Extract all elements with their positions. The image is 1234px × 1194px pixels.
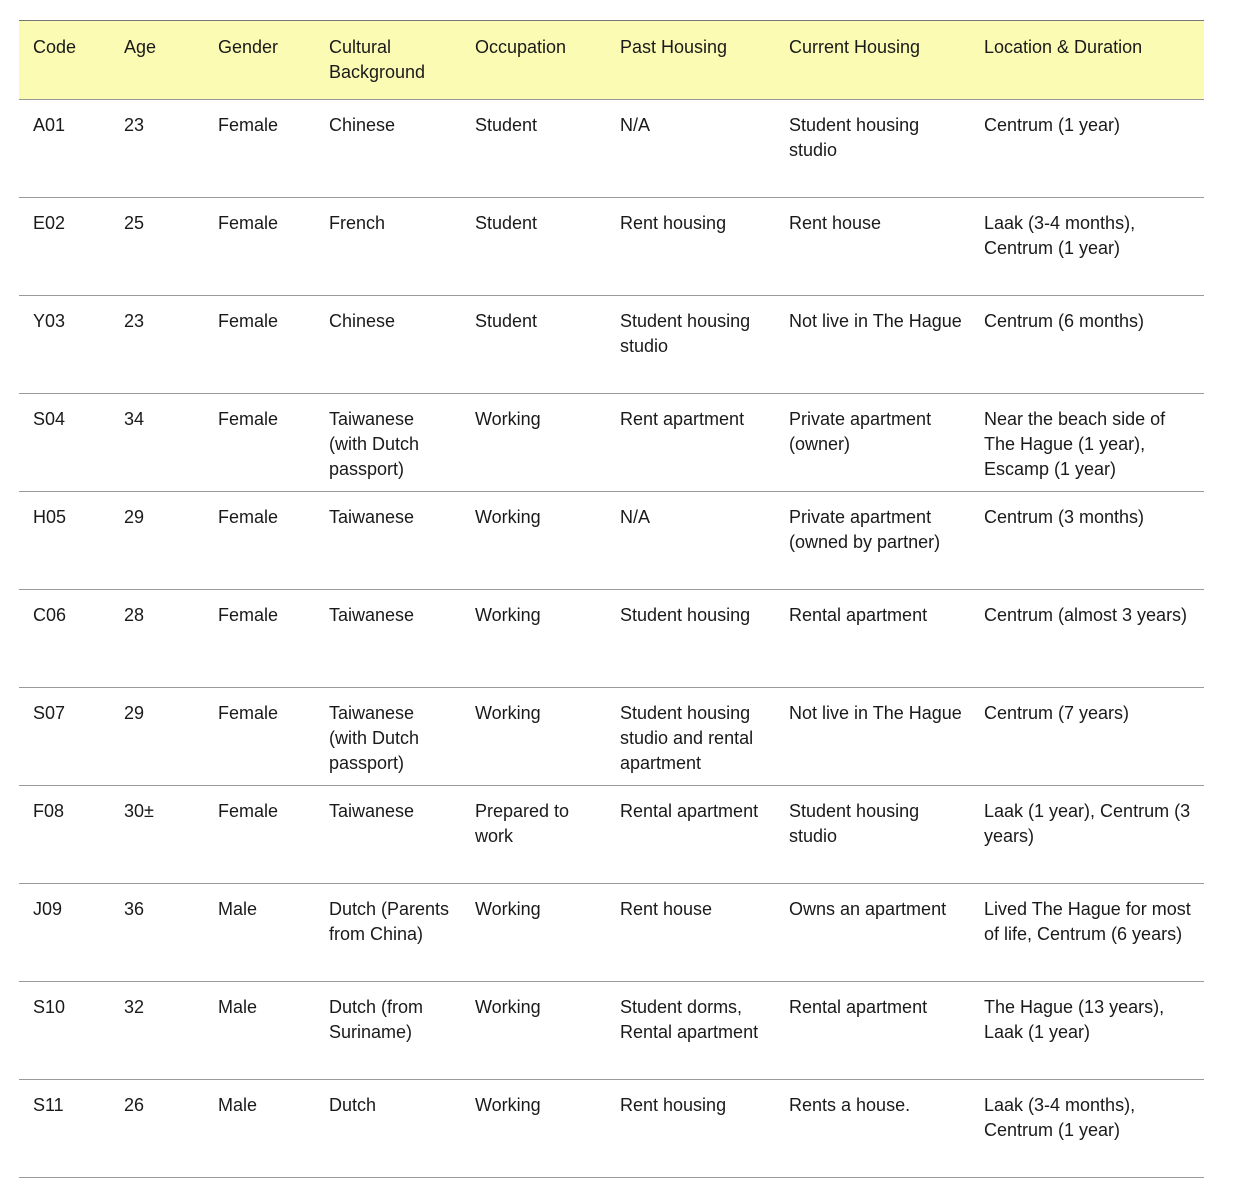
cell-code: A01 xyxy=(33,115,66,135)
cell-occupation: Student xyxy=(475,311,538,331)
cell-past-housing: Student housing xyxy=(620,605,751,625)
cell-location-duration: Centrum (almost 3 years) xyxy=(984,605,1188,625)
cell-past-housing: N/A xyxy=(620,507,651,527)
cell-current-housing: Rental apartment xyxy=(789,605,928,625)
cell-code: Y03 xyxy=(33,311,66,331)
cell-location-duration: Centrum (7 years) xyxy=(984,703,1130,723)
cell-code: F08 xyxy=(33,801,65,821)
cell-occupation: Working xyxy=(475,997,541,1017)
cell-location-duration: Near the beach side of The Hague (1 year), Escamp (1 year) xyxy=(984,409,1166,479)
cell-gender: Male xyxy=(218,997,258,1017)
cell-cultural-background: Dutch (Parents from China) xyxy=(329,899,450,944)
cell-location-duration: Centrum (3 months) xyxy=(984,507,1145,527)
cell-current-housing: Not live in The Hague xyxy=(789,311,962,331)
cell-cultural-background: Taiwanese (with Dutch passport) xyxy=(329,409,420,479)
cell-past-housing: Rental apartment xyxy=(620,801,759,821)
cell-occupation: Working xyxy=(475,409,541,429)
cell-age: 36 xyxy=(124,899,145,919)
header-occupation: Occupation xyxy=(475,37,567,57)
cell-code: C06 xyxy=(33,605,67,625)
header-current-housing: Current Housing xyxy=(789,37,921,57)
cell-location-duration: The Hague (13 years), Laak (1 year) xyxy=(984,997,1165,1042)
cell-cultural-background: Taiwanese xyxy=(329,605,415,625)
table-row xyxy=(19,100,1204,198)
cell-cultural-background: French xyxy=(329,213,386,233)
cell-age: 29 xyxy=(124,703,145,723)
cell-age: 32 xyxy=(124,997,145,1017)
cell-past-housing: Rent apartment xyxy=(620,409,745,429)
cell-past-housing: Rent housing xyxy=(620,1095,727,1115)
cell-past-housing: Student dorms, Rental apartment xyxy=(620,997,759,1042)
cell-current-housing: Owns an apartment xyxy=(789,899,947,919)
cell-occupation: Student xyxy=(475,213,538,233)
table-body xyxy=(19,100,1204,1178)
cell-location-duration: Centrum (6 months) xyxy=(984,311,1145,331)
cell-past-housing: N/A xyxy=(620,115,651,135)
header-row xyxy=(19,21,1204,100)
cell-current-housing: Private apartment (owner) xyxy=(789,409,932,454)
cell-code: H05 xyxy=(33,507,67,527)
cell-past-housing: Student housing studio xyxy=(620,311,751,356)
cell-occupation: Working xyxy=(475,605,541,625)
header-code: Code xyxy=(33,37,77,57)
cell-current-housing: Rental apartment xyxy=(789,997,928,1017)
header-location-duration: Location & Duration xyxy=(984,37,1143,57)
cell-gender: Female xyxy=(218,507,279,527)
cell-gender: Female xyxy=(218,605,279,625)
cell-code: S11 xyxy=(33,1095,64,1115)
cell-gender: Male xyxy=(218,1095,258,1115)
table-row xyxy=(19,394,1204,492)
cell-location-duration: Laak (3-4 months), Centrum (1 year) xyxy=(984,213,1136,258)
table-row xyxy=(19,786,1204,884)
cell-code: S04 xyxy=(33,409,66,429)
cell-gender: Female xyxy=(218,213,279,233)
table-row xyxy=(19,198,1204,296)
cell-occupation: Working xyxy=(475,507,541,527)
cell-past-housing: Rent housing xyxy=(620,213,727,233)
cell-cultural-background: Taiwanese xyxy=(329,801,415,821)
cell-current-housing: Rents a house. xyxy=(789,1095,911,1115)
table-row xyxy=(19,884,1204,982)
table-header xyxy=(19,21,1204,100)
header-gender: Gender xyxy=(218,37,279,57)
header-past-housing: Past Housing xyxy=(620,37,728,57)
cell-current-housing: Student housing studio xyxy=(789,115,920,160)
cell-gender: Female xyxy=(218,409,279,429)
table-row xyxy=(19,590,1204,688)
cell-age: 23 xyxy=(124,115,145,135)
cell-location-duration: Centrum (1 year) xyxy=(984,115,1121,135)
cell-current-housing: Not live in The Hague xyxy=(789,703,962,723)
cell-code: E02 xyxy=(33,213,66,233)
cell-gender: Female xyxy=(218,115,279,135)
cell-age: 23 xyxy=(124,311,145,331)
cell-age: 26 xyxy=(124,1095,145,1115)
cell-code: S10 xyxy=(33,997,66,1017)
cell-past-housing: Rent house xyxy=(620,899,713,919)
table-row xyxy=(19,296,1204,394)
cell-cultural-background: Taiwanese xyxy=(329,507,415,527)
cell-occupation: Student xyxy=(475,115,538,135)
cell-location-duration: Laak (1 year), Centrum (3 years) xyxy=(984,801,1191,846)
header-age: Age xyxy=(124,37,157,57)
cell-occupation: Prepared to work xyxy=(475,801,570,846)
cell-age: 28 xyxy=(124,605,145,625)
participants-table xyxy=(19,20,1204,1178)
cell-code: J09 xyxy=(33,899,63,919)
cell-gender: Male xyxy=(218,899,258,919)
cell-cultural-background: Dutch (from Suriname) xyxy=(329,997,424,1042)
cell-cultural-background: Chinese xyxy=(329,115,396,135)
participants-table-container xyxy=(19,20,1204,1178)
cell-cultural-background: Dutch xyxy=(329,1095,377,1115)
cell-current-housing: Private apartment (owned by partner) xyxy=(789,507,941,552)
cell-gender: Female xyxy=(218,311,279,331)
cell-current-housing: Student housing studio xyxy=(789,801,920,846)
cell-past-housing: Student housing studio and rental apartment xyxy=(620,703,754,773)
cell-cultural-background: Taiwanese (with Dutch passport) xyxy=(329,703,420,773)
cell-gender: Female xyxy=(218,801,279,821)
table-row xyxy=(19,492,1204,590)
cell-occupation: Working xyxy=(475,1095,541,1115)
header-cultural-background: Cultural Background xyxy=(329,37,426,82)
cell-occupation: Working xyxy=(475,899,541,919)
cell-age: 29 xyxy=(124,507,145,527)
cell-current-housing: Rent house xyxy=(789,213,882,233)
cell-gender: Female xyxy=(218,703,279,723)
cell-occupation: Working xyxy=(475,703,541,723)
cell-cultural-background: Chinese xyxy=(329,311,396,331)
cell-age: 25 xyxy=(124,213,145,233)
cell-age: 34 xyxy=(124,409,145,429)
table-row xyxy=(19,688,1204,786)
table-row xyxy=(19,1080,1204,1178)
cell-location-duration: Laak (3-4 months), Centrum (1 year) xyxy=(984,1095,1136,1140)
cell-code: S07 xyxy=(33,703,66,723)
table-row xyxy=(19,982,1204,1080)
cell-age: 30± xyxy=(124,801,154,821)
cell-location-duration: Lived The Hague for most of life, Centrum (6 years) xyxy=(984,899,1191,944)
